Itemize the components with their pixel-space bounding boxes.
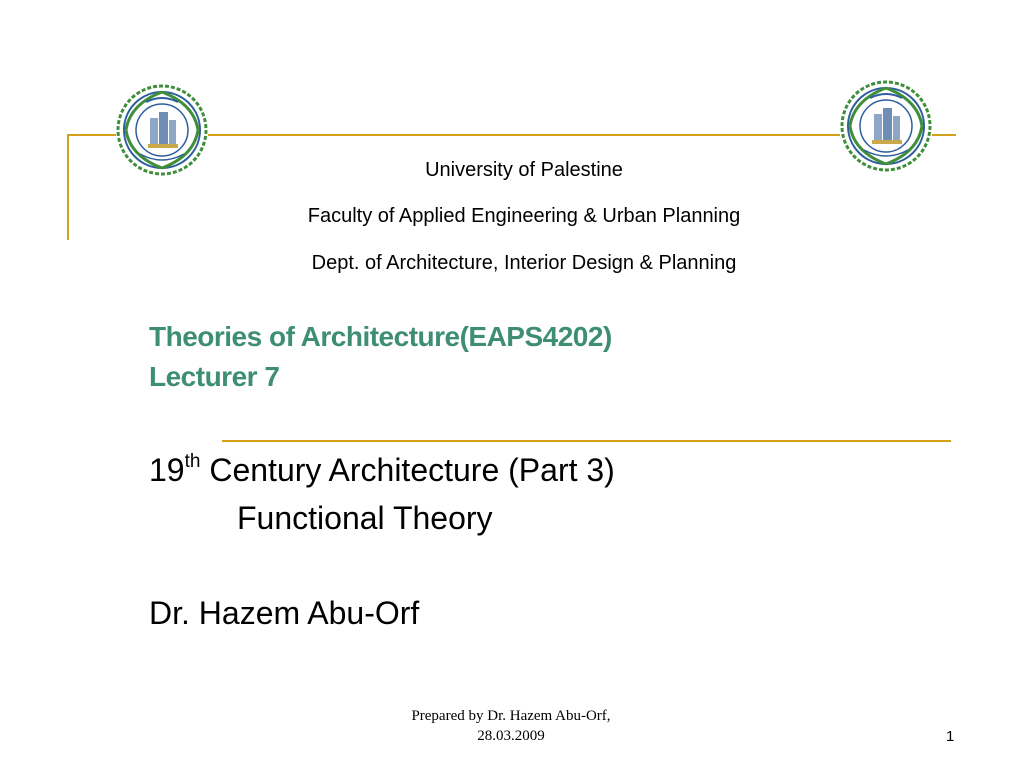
topic-superscript: th: [184, 451, 201, 472]
topic-title: [149, 450, 615, 490]
footer-line-2: 28.03.2009: [477, 728, 545, 744]
course-title: Theories of Architecture(EAPS4202): [149, 321, 612, 352]
page-number: 1: [946, 728, 955, 745]
university-name: University of Palestine: [425, 159, 623, 181]
topic-number: 19: [149, 452, 185, 488]
middle-divider-line: [222, 440, 951, 442]
footer-line-1: Prepared by Dr. Hazem Abu-Orf,: [411, 708, 611, 724]
department-name: Dept. of Architecture, Interior Design & Planning: [311, 252, 737, 274]
author-name: Dr. Hazem Abu-Orf: [149, 595, 420, 631]
topic-title-rest: Century Architecture (Part 3): [200, 452, 615, 488]
footer-credit: [380, 706, 642, 746]
topic-subtitle: Functional Theory: [237, 500, 493, 536]
lecturer-number: Lecturer 7: [149, 361, 280, 392]
faculty-name: Faculty of Applied Engineering & Urban Planning: [307, 205, 741, 227]
